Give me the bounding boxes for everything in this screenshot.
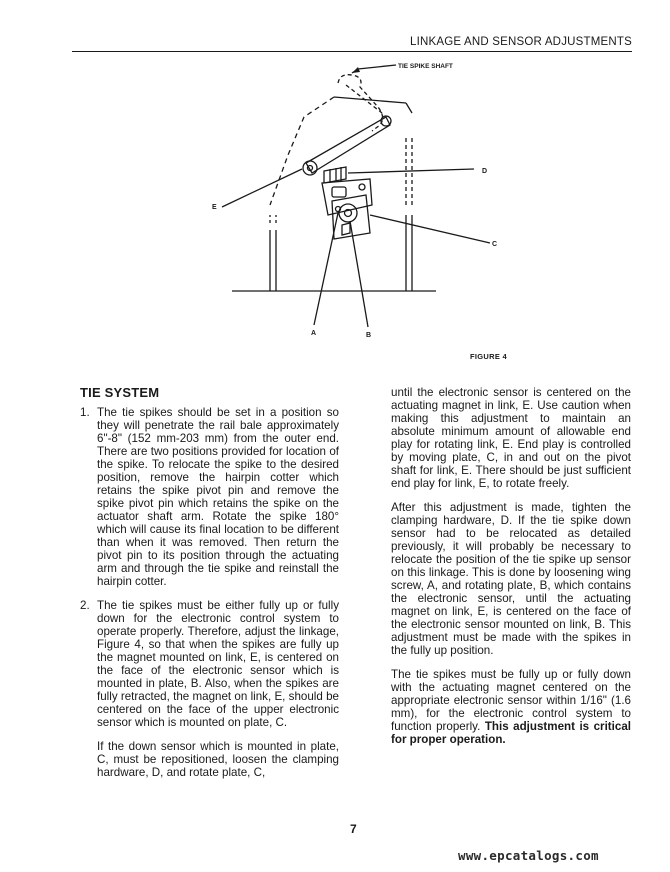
step-text: The tie spikes must be either fully up or fully down for the electronic control system to operate properly. Therefore, adjust the linkage, Figure 4, so that when the spikes are fully up the magnet mounted on link, E, is centered on the face of the electronic sensor which is mounted in plate, B. Also, when the spikes are fully retracted, the magnet on link, E, should be centered on the face of the upper electronic sensor which is mounted on plate, C.: [97, 599, 339, 729]
figure-4-linkage-diagram: [200, 55, 500, 345]
leader-tie-spike-shaft: [358, 65, 396, 69]
leader-b: [350, 221, 368, 327]
final-critical-note: This adjustment is critical for proper operation.: [391, 720, 631, 746]
paragraph-down-sensor: If the down sensor which is mounted in plate, C, must be repositioned, loosen the clamping hardware, D, and rotate plate, C,: [97, 740, 339, 779]
step-text: The tie spikes should be set in a position so they will penetrate the rail bale approximately 6"-8" (152 mm-203 mm) from the outer end. There are two positions provided for location of the spike. To relocate the spike to the desired position, remove the hairpin cotter which retains the spike pivot pin and remove the spike pivot pin which retains the spike on the actuator shaft arm. Rotate the spike 180° which will cause its final location to be different than when it was removed. Then return the pivot pin to its position through the actuating arm and through the tie spike and reinstall the hairpin cotter.: [97, 406, 339, 588]
label-d: D: [482, 168, 488, 175]
step-number: 1.: [80, 406, 90, 419]
label-c: C: [492, 241, 498, 248]
step-item: [80, 406, 339, 588]
step-item: [80, 599, 339, 729]
paragraph-final: [391, 668, 631, 746]
label-a: A: [311, 330, 317, 337]
figure-caption: FIGURE 4: [470, 352, 507, 361]
leader-c: [370, 215, 490, 243]
label-b: B: [366, 332, 372, 339]
left-column: [80, 406, 339, 790]
right-column: [391, 386, 631, 757]
watermark-url: www.epcatalogs.com: [458, 848, 599, 863]
clamping-hardware-d: [324, 167, 346, 183]
paragraph-after-adjustment: After this adjustment is made, tighten the clamping hardware, D. If the tie spike down sensor had to be relocated as detailed previously, it will probably be necessary to relocate the position of the tie spike up sensor on this linkage. This is done by loosening wing screw, A, and rotating plate, B, which contains the electronic sensor, until the actuating magnet on link, E, is centered on the face of the electronic sensor mounted on link, B. This adjustment must be made with the spikes in the fully up position.: [391, 501, 631, 657]
page-header-title: LINKAGE AND SENSOR ADJUSTMENTS: [410, 36, 632, 48]
header-rule: [72, 51, 632, 52]
step-number: 2.: [80, 599, 90, 612]
steps-list: [80, 406, 339, 729]
label-tie-spike-shaft: TIE SPIKE SHAFT: [398, 63, 453, 70]
leader-d: [348, 169, 474, 173]
actuator-arm: [306, 117, 390, 173]
page-number: 7: [350, 822, 357, 836]
label-e: E: [212, 204, 217, 211]
leader-a: [314, 213, 338, 325]
leader-e: [222, 169, 302, 207]
spike-arm-dashed: [270, 97, 334, 205]
paragraph-continuation: until the electronic sensor is centered on the actuating magnet in link, E. Use caution when making this adjustment to maintain an absolute minimum amount of allowable end play for rotating link, E. End play is controlled by moving plate, C, in and out on the pivot shaft for link, E. There should be just sufficient end play for link, E, to rotate freely.: [391, 386, 631, 490]
link-e-pivot: [303, 161, 317, 175]
section-title: TIE SYSTEM: [80, 385, 160, 400]
plate-b-sensor: [339, 204, 357, 222]
final-text: The tie spikes must be fully up or fully down with the actuating magnet centered on the appropriate electronic sensor within 1/16" (1.6 mm), for the electronic control system to function properly.: [391, 668, 631, 733]
